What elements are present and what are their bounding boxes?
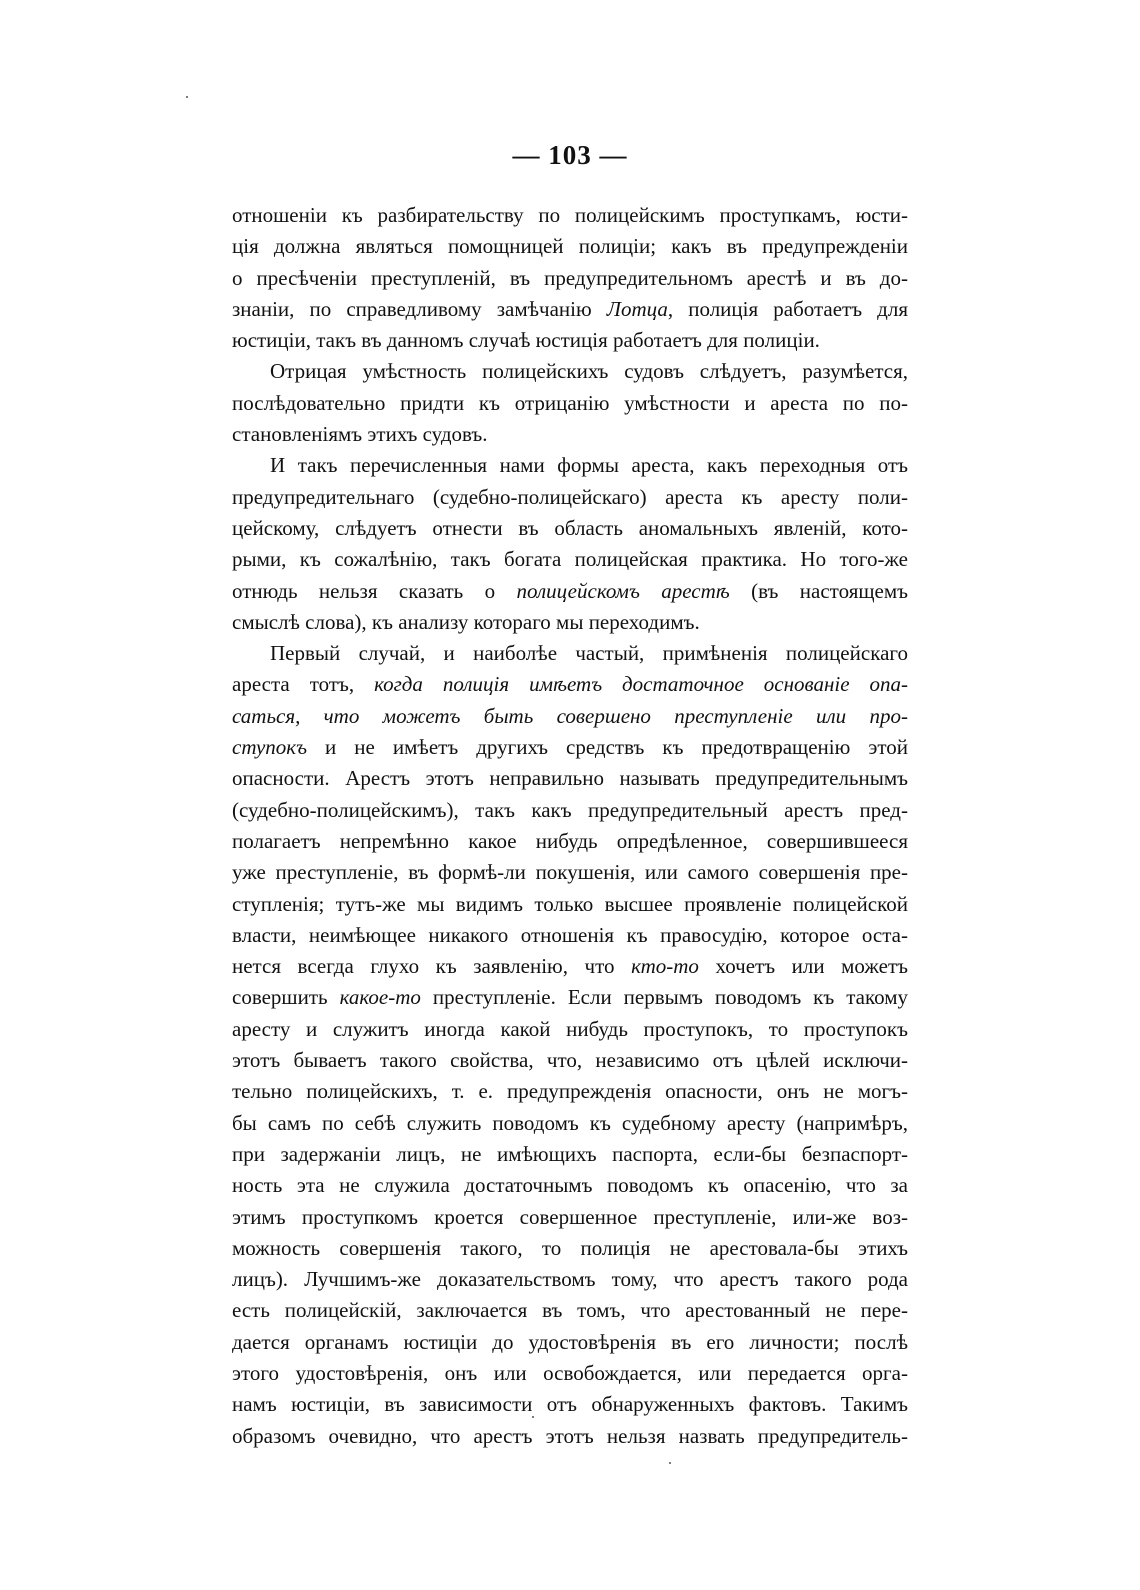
text-line [232, 1076, 908, 1107]
text-segment: Отрицая умѣстность полицейскихъ судовъ слѣдуетъ, разумѣется, [270, 359, 908, 384]
text-line [232, 1108, 908, 1139]
text-line [232, 388, 908, 419]
text-line [232, 576, 908, 607]
text-segment: И такъ перечисленныя нами формы ареста, какъ переходныя отъ [270, 453, 908, 478]
text-segment: есть полицейскій, заключается въ томъ, что арестованный не пере- [232, 1298, 908, 1323]
text-line [232, 701, 908, 732]
text-line [232, 263, 908, 294]
text-line [232, 826, 908, 857]
text-segment: этимъ проступкомъ кроется совершенное преступленіе, или-же воз- [232, 1204, 908, 1229]
text-segment: Первый случай, и наиболѣе частый, примѣненія полицейскаго [270, 641, 908, 666]
text-segment: смыслѣ слова), къ анализу котораго мы переходимъ. [232, 609, 700, 634]
text-segment: образомъ очевидно, что арестъ этотъ нельзя назвать предупредитель- [232, 1423, 908, 1448]
text-segment: при задержаніи лицъ, не имѣющихъ паспорта, если-бы безпаспорт- [232, 1141, 908, 1166]
text-segment: становленіямъ этихъ судовъ. [232, 422, 488, 447]
text-segment: , полиція работаетъ для [667, 296, 908, 321]
text-line [232, 513, 908, 544]
text-line [232, 200, 908, 231]
text-segment: власти, неимѣющее никакого отношенія къ правосудію, которое оста- [232, 922, 908, 947]
text-segment: ція должна являться помощницей полиціи; какъ въ предупрежденіи [232, 234, 908, 259]
text-segment: предупредительнаго (судебно-полицейскаго) ареста къ аресту поли- [232, 484, 908, 509]
body-text [232, 200, 908, 1452]
text-line [232, 325, 908, 356]
text-segment: намъ юстиціи, въ зависимости отъ обнаруженныхъ фактовъ. Такимъ [232, 1392, 908, 1417]
text-segment: аресту и служитъ иногда какой нибудь проступокъ, то проступокъ [232, 1016, 908, 1041]
scan-speck [186, 96, 188, 98]
text-line [232, 1014, 908, 1045]
text-line [232, 951, 908, 982]
text-line [232, 763, 908, 794]
italic-text-segment: полицейскомъ арестѣ [516, 578, 730, 603]
text-line [232, 356, 908, 387]
text-segment: послѣдовательно придти къ отрицанію умѣстности и ареста по по- [232, 390, 908, 415]
text-line [232, 1139, 908, 1170]
text-line [232, 231, 908, 262]
text-line [232, 1170, 908, 1201]
text-segment: уже преступленіе, въ формѣ-ли покушенія, или самого совершенія пре- [232, 860, 908, 885]
text-segment: хочетъ или можетъ [698, 954, 908, 979]
text-segment: нется всегда глухо къ заявленію, что [232, 954, 632, 979]
text-segment: юстиціи, такъ въ данномъ случаѣ юстиція работаетъ для полиціи. [232, 328, 820, 353]
text-line [232, 1264, 908, 1295]
italic-text-segment: Лотца [606, 296, 668, 321]
text-line [232, 1327, 908, 1358]
text-line [232, 638, 908, 669]
text-segment: этого удостовѣренія, онъ или освобождается, или передается орга- [232, 1360, 908, 1385]
italic-text-segment: кто-то [631, 954, 699, 979]
text-segment: о пресѣченіи преступленій, въ предупредительномъ арестѣ и въ до- [232, 265, 908, 290]
text-segment: совершить [232, 985, 340, 1010]
scan-speck [532, 1416, 534, 1418]
text-line [232, 419, 908, 450]
text-segment: этотъ бываетъ такого свойства, что, независимо отъ цѣлей исключи- [232, 1048, 908, 1073]
text-line [232, 982, 908, 1013]
text-segment: дается органамъ юстиціи до удостовѣренія въ его личности; послѣ [232, 1329, 908, 1354]
text-segment: бы самъ по себѣ служить поводомъ къ судебному аресту (напримѣръ, [232, 1110, 908, 1135]
text-line [232, 795, 908, 826]
text-segment: знаніи, по справедливому замѣчанію [232, 296, 607, 321]
text-segment: ность эта не служила достаточнымъ поводомъ къ опасенію, что за [232, 1173, 908, 1198]
text-segment: тельно полицейскихъ, т. е. предупрежденія опасности, онъ не могъ- [232, 1079, 908, 1104]
italic-text-segment: когда полиція имѣетъ достаточное основаніе опа- [374, 672, 908, 697]
text-line [232, 732, 908, 763]
text-segment: ареста тотъ, [232, 672, 375, 697]
text-line [232, 1202, 908, 1233]
text-segment: можность совершенія такого, то полиція не арестовала-бы этихъ [232, 1235, 908, 1260]
text-line [232, 544, 908, 575]
text-segment: (судебно-полицейскимъ), такъ какъ предупредительный арестъ пред- [232, 797, 908, 822]
text-line [232, 669, 908, 700]
text-line [232, 1295, 908, 1326]
text-line [232, 1358, 908, 1389]
text-segment: цейскому, слѣдуетъ отнести въ область аномальныхъ явленій, кото- [232, 515, 908, 540]
text-line [232, 450, 908, 481]
text-line [232, 920, 908, 951]
text-line [232, 1045, 908, 1076]
text-segment: полагаетъ непремѣнно какое нибудь опредѣленное, совершившееся [232, 828, 908, 853]
text-segment: преступленіе. Если первымъ поводомъ къ такому [420, 985, 908, 1010]
text-segment: лицъ). Лучшимъ-же доказательствомъ тому, что арестъ такого рода [232, 1267, 908, 1292]
text-segment: (въ настоящемъ [729, 578, 908, 603]
text-line [232, 857, 908, 888]
text-line [232, 1389, 908, 1420]
text-segment: опасности. Арестъ этотъ неправильно называть предупредительнымъ [232, 766, 908, 791]
text-line [232, 1233, 908, 1264]
text-line [232, 294, 908, 325]
text-line [232, 889, 908, 920]
text-segment: отношеніи къ разбирательству по полицейскимъ проступкамъ, юсти- [232, 203, 908, 227]
scan-speck [669, 1462, 671, 1464]
text-segment: отнюдь нельзя сказать о [232, 578, 517, 603]
italic-text-segment: саться, что можетъ быть совершено преступленіе или про- [232, 703, 908, 728]
text-line [232, 482, 908, 513]
italic-text-segment: какое-то [339, 985, 421, 1010]
text-line [232, 607, 908, 638]
text-line [232, 1421, 908, 1452]
text-segment: и не имѣетъ другихъ средствъ къ предотвращенію этой [307, 735, 908, 760]
page-number: — 103 — [512, 140, 628, 170]
text-segment: рыми, къ сожалѣнію, такъ богата полицейская практика. Но того-же [232, 547, 908, 572]
text-segment: ступленія; тутъ-же мы видимъ только высшее проявленіе полицейской [232, 891, 908, 916]
italic-text-segment: ступокъ [232, 735, 308, 760]
